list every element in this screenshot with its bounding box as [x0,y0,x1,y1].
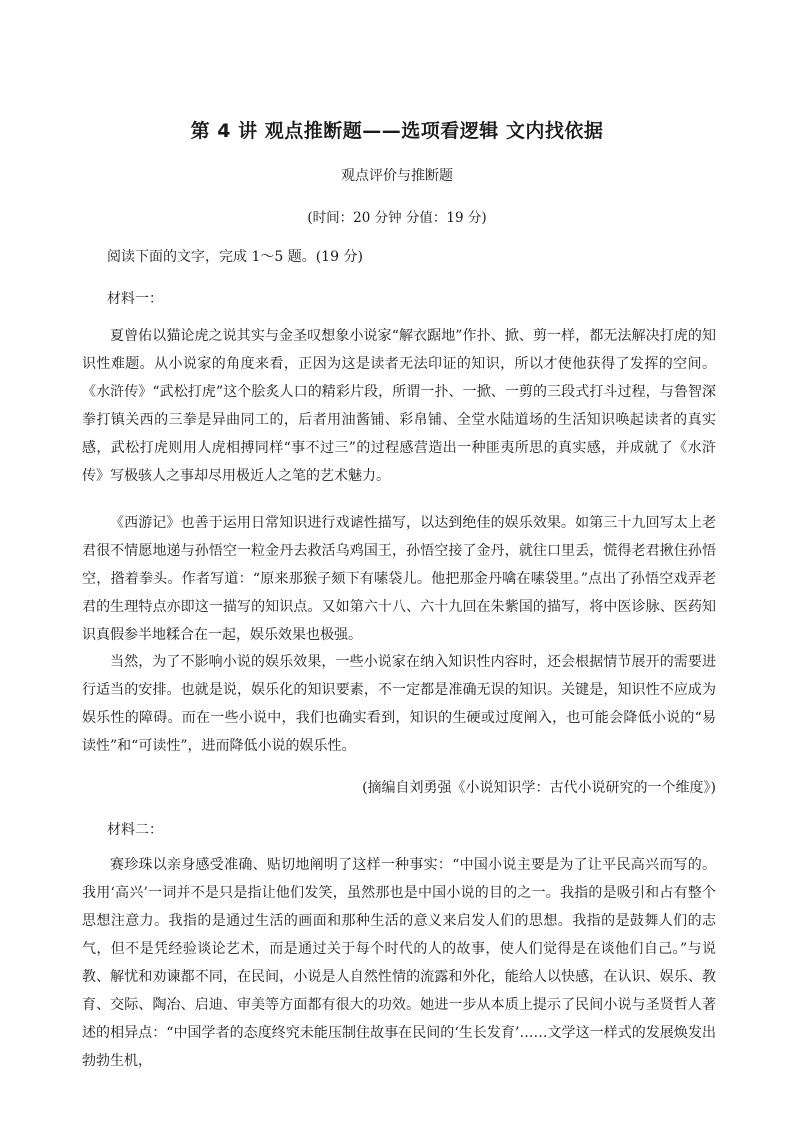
time-score-info: (时间：20 分钟 分值：19 分) [307,210,487,226]
material2-label: 材料二： [107,822,163,838]
page-title: 第 4 讲 观点推断题——选项看逻辑 文内找依据 [190,120,604,142]
material2-paragraph-1: 赛珍珠以亲身感受准确、贴切地阐明了这样一种事实：“中国小说主要是为了让平民高兴而写的。我用‘高兴’一词并不是只是指让他们发笑，虽然那也是中国小说的目的之一。我指的是吸引和占有整个思想注意力。我指的是通过生活的画面和那种生活的意义来启发人们的思想。我指的是鼓舞人们的志气，但不是凭经验谈论艺术，而是通过关于每个时代的人的故事，使人们觉得是在谈他们自己。”与说教、解忧和劝谏都不同，在民间，小说是人自然性情的流露和外化，能给人以快感，在认识、娱乐、教育、交际、陶冶、启迪、审美等方面都有很大的功效。她进一步从本质上提示了民间小说与圣贤哲人著述的相异点：“中国学者的态度终究未能压制住故事在民间的‘生长发育’……文学这一样式的发展焕发出勃勃生机， [82,857,716,1069]
material1-label: 材料一： [107,291,163,307]
material1-source: (摘编自刘勇强《小说知识学：古代小说研究的一个维度》) [362,780,716,796]
instruction-text: 阅读下面的文字，完成 1～5 题。(19 分) [107,249,363,265]
section-subtitle: 观点评价与推断题 [341,168,453,184]
material1-paragraph-1: 夏曾佑以猫论虎之说其实与金圣叹想象小说家“解衣踞地”作扑、掀、剪一样，都无法解决打虎的知识性难题。从小说家的角度来看，正因为这是读者无法印证的知识，所以才使他获得了发挥的空间。《水浒传》“武松打虎”这个脍炙人口的精彩片段，所谓一扑、一掀、一剪的三段式打斗过程，与鲁智深拳打镇关西的三拳是异曲同工的，后者用油酱铺、彩帛铺、全堂水陆道场的生活知识唤起读者的真实感，武松打虎则用人虎相搏同样“事不过三”的过程感营造出一种匪夷所思的真实感，并成就了《水浒传》写极骇人之事却尽用极近人之笔的艺术魅力。 [82,328,716,484]
material1-paragraph-3: 当然，为了不影响小说的娱乐效果，一些小说家在纳入知识性内容时，还会根据情节展开的需要进行适当的安排。也就是说，娱乐化的知识要素，不一定都是准确无误的知识。关键是，知识性不应成为娱乐性的障碍。而在一些小说中，我们也确实看到，知识的生硬或过度阐入，也可能会降低小说的“易读性”和“可读性”，进而降低小说的娱乐性。 [82,654,716,754]
material1-paragraph-2: 《西游记》也善于运用日常知识进行戏谑性描写，以达到绝佳的娱乐效果。如第三十九回写太上老君很不情愿地递与孙悟空一粒金丹去救活乌鸡国王，孙悟空接了金丹，就往口里丢，慌得老君揪住孙悟空，揝着拳头。作者写道：“原来那猴子颏下有嗉袋儿。他把那金丹噙在嗉袋里。”点出了孙悟空戏弄老君的生理特点亦即这一描写的知识点。又如第六十八、六十九回在朱紫国的描写，将中医诊脉、医药知识真假参半地糅合在一起，娱乐效果也极强。 [82,515,716,643]
